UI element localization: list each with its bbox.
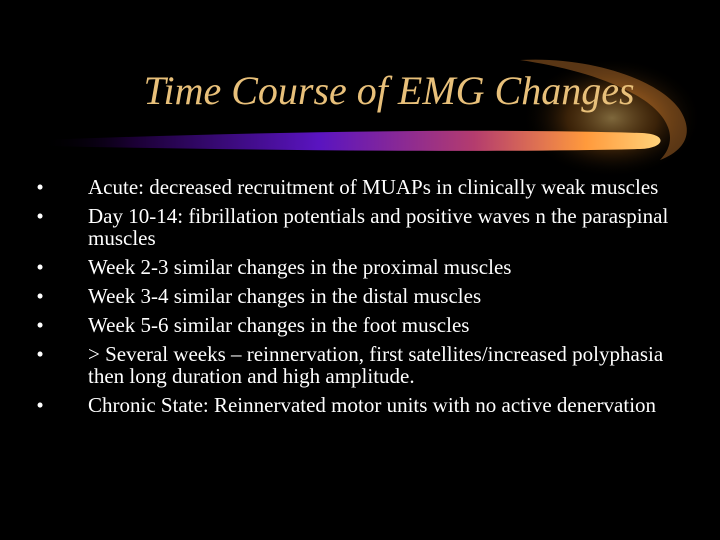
list-item [30,256,670,278]
bullet-text: > Several weeks – reinnervation, first satellites/increased polyphasia then long duration and high amplitude. [88,342,664,388]
bullet-list [30,176,670,423]
bullet-marker: • [36,393,44,417]
list-item [30,343,670,387]
bullet-marker: • [36,284,44,308]
bullet-text: Week 5-6 similar changes in the foot muscles [88,313,470,337]
list-item [30,285,670,307]
bullet-text: Day 10-14: fibrillation potentials and positive waves n the paraspinal muscles [88,204,669,250]
bullet-text: Week 3-4 similar changes in the distal muscles [88,284,482,308]
bullet-marker: • [36,175,44,199]
bullet-text: Chronic State: Reinnervated motor units with no active denervation [88,393,657,417]
list-item [30,314,670,336]
list-item [30,176,670,198]
bullet-marker: • [36,204,44,228]
bullet-marker: • [36,313,44,337]
bullet-marker: • [36,342,44,366]
list-item [30,205,670,249]
bullet-text: Acute: decreased recruitment of MUAPs in clinically weak muscles [88,175,659,199]
bullet-text: Week 2-3 similar changes in the proximal muscles [88,255,512,279]
bullet-marker: • [36,255,44,279]
slide-title: Time Course of EMG Changes [143,68,635,113]
list-item [30,394,670,416]
